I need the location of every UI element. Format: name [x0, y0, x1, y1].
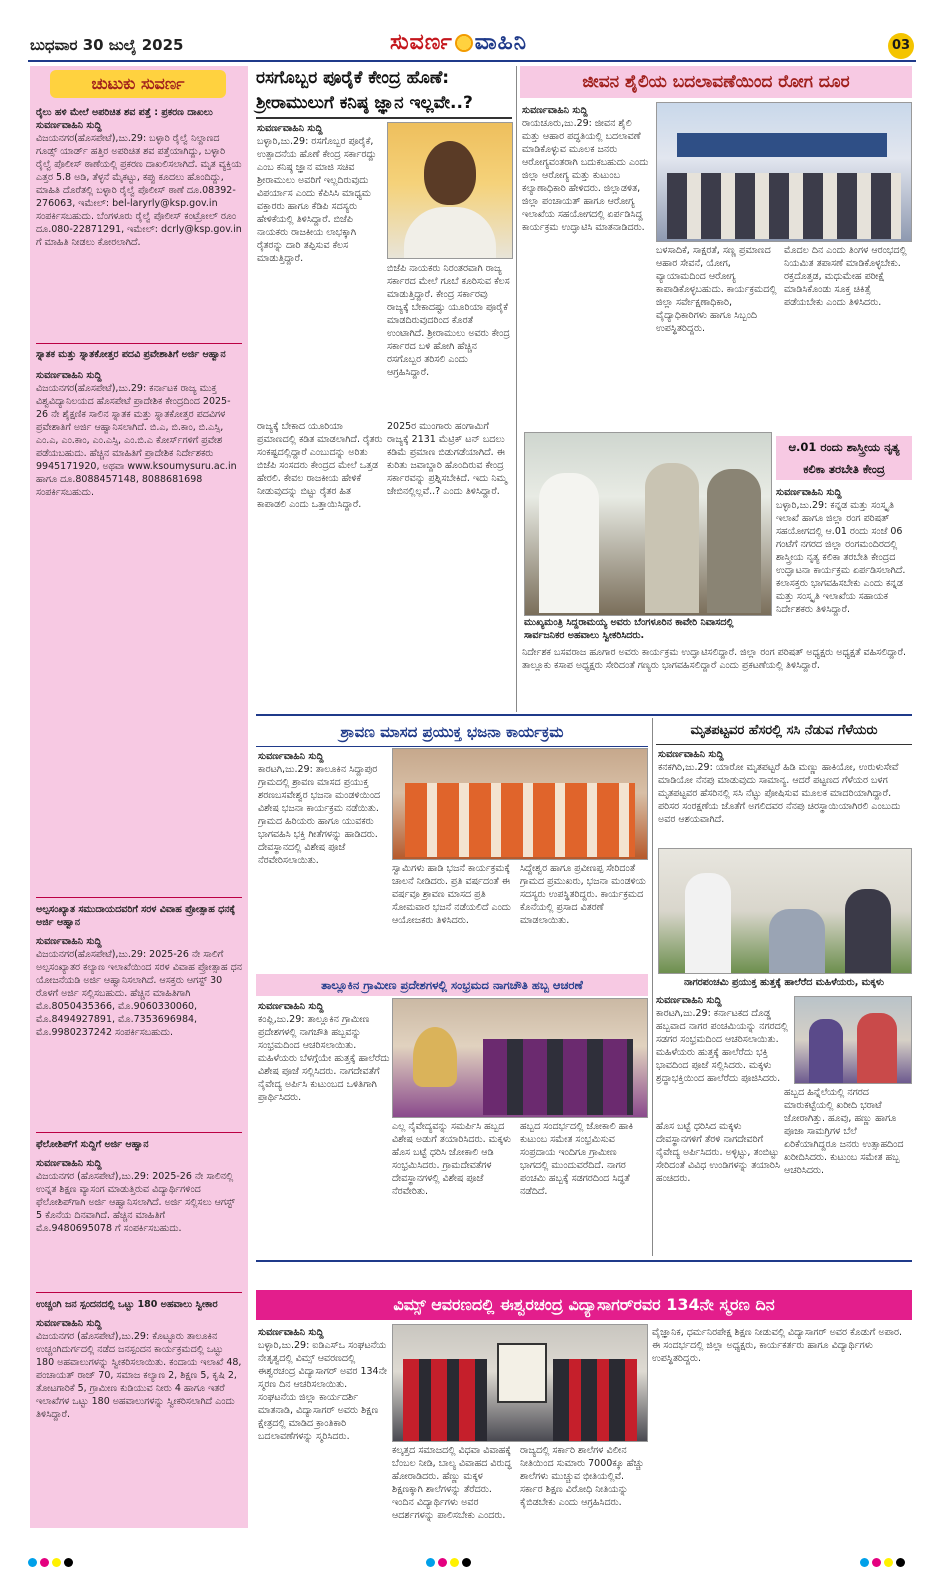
brief-headline: ರೈಲು ಹಳಿ ಮೇಲೆ ಅಪರಿಚಿತ ಶವ ಪತ್ತೆ : ಪ್ರಕರಣ ದಾಖಲು	[36, 107, 213, 118]
photo-students	[403, 1359, 487, 1441]
lead-body-3: ರಾಜ್ಯಕ್ಕೆ ಬೇಕಾದ ಯೂರಿಯಾ ಪ್ರಮಾಣದಲ್ಲಿ ಕಡಿತ ಮಾಡಲಾಗಿದೆ. ರೈತರು ಸಂಕಷ್ಟದಲ್ಲಿದ್ದಾರೆ ಎಂಬುದನ್ನು ಅರಿತು ಬಿಜೆಪಿ ಸಂಸದರು ಕೇಂದ್ರದ ಮೇಲೆ ಒತ್ತಡ ಹೇರಲಿ. ಕೇವಲ ರಾಜಕೀಯ ಹೇಳಿಕೆ ನೀಡುವುದನ್ನು ಬಿಟ್ಟು ರೈತರ ಹಿತ ಕಾಪಾಡಲಿ ಎಂದು ಒತ್ತಾಯಿಸಿದ್ದಾರೆ.	[257, 421, 383, 510]
dance-headline-line-1: ಆ.01 ರಂದು ಶಾಸ್ತ್ರೀಯ ನೃತ್ಯ	[788, 440, 900, 454]
shravana-headline: ಶ್ರಾವಣ ಮಾಸದ ಪ್ರಯುಕ್ತ ಭಜನಾ ಕಾರ್ಯಕ್ರಮ	[256, 718, 648, 747]
vims-headline: ವಿಮ್ಸ್ ಆವರಣದಲ್ಲಿ ಈಶ್ವರಚಂದ್ರ ವಿದ್ಯಾಸಾಗರ್‌ರವರ 134ನೇ ಸ್ಮರಣ ದಿನ	[256, 1290, 912, 1320]
column-separator	[652, 718, 653, 1256]
brief-item-4	[36, 1138, 242, 1288]
photo-person	[707, 469, 761, 613]
color-dot	[64, 1558, 73, 1567]
brief-body: ವಿಜಯನಗರ(ಹೊಸಪೇಟೆ),ಜು.29: 2025-26 ನೇ ಸಾಲಿಗೆ ಅಲ್ಪಸಂಖ್ಯಾತರ ಕಲ್ಯಾಣ ಇಲಾಖೆಯಿಂದ ಸರಳ ವಿವಾಹ ಪ್ರೋತ್ಸಾಹ ಧನ ಯೋಜನೆಯಡಿ ಅರ್ಜಿ ಆಹ್ವಾನಿಸಲಾಗಿದೆ. ಆಸಕ್ತರು ಆಗಸ್ಟ್ 30 ರೊಳಗೆ ಅರ್ಜಿ ಸಲ್ಲಿಸಬಹುದು. ಹೆಚ್ಚಿನ ಮಾಹಿತಿಗಾಗಿ ಮೊ.8050435366, ಮೊ.9060330060, ಮೊ.8494927891, ಮೊ.7353696984, ಮೊ.9980237242 ಸಂಪರ್ಕಿಸಬಹುದು.	[36, 949, 242, 1038]
section-divider	[256, 714, 912, 716]
brief-body: ವಿಜಯನಗರ (ಹೊಸಪೇಟೆ),ಜು.29: 2025-26 ನೇ ಸಾಲಿನಲ್ಲಿ ಉನ್ನತ ಶಿಕ್ಷಣ ವ್ಯಾಸಂಗ ಮಾಡುತ್ತಿರುವ ವಿದ್ಯಾರ್ಥಿಗಳಿಂದ ಫೆಲೋಶಿಪ್‍ಗಾಗಿ ಅರ್ಜಿ ಆಹ್ವಾನಿಸಲಾಗಿದೆ. ಅರ್ಜಿ ಸಲ್ಲಿಸಲು ಆಗಸ್ಟ್ 5 ಕೊನೆಯ ದಿನವಾಗಿದೆ. ಹೆಚ್ಚಿನ ಮಾಹಿತಿಗೆ ಮೊ.9480695078 ಗೆ ಸಂಪರ್ಕಿಸಬಹುದು.	[36, 1171, 235, 1234]
shravana-body-1: ಕಾರಟಗಿ,ಜು.29: ತಾಲೂಕಿನ ಸಿದ್ದಾಪುರ ಗ್ರಾಮದಲ್ಲಿ ಶ್ರಾವಣ ಮಾಸದ ಪ್ರಯುಕ್ತ ಶರಣಬಸವೇಶ್ವರ ಭಜನಾ ಮಂಡಳಿಯಿಂದ ವಿಶೇಷ ಭಜನಾ ಕಾರ್ಯಕ್ರಮ ನಡೆಯಿತು. ಗ್ರಾಮದ ಹಿರಿಯರು ಹಾಗೂ ಯುವಕರು ಭಾಗವಹಿಸಿ ಭಕ್ತಿ ಗೀತೆಗಳನ್ನು ಹಾಡಿದರು. ದೇವಸ್ಥಾನದಲ್ಲಿ ವಿಶೇಷ ಪೂಜೆ ನೆರವೇರಿಸಲಾಯಿತು.	[258, 764, 381, 866]
health-body-3: ಮೊದಲ ದಿನ ಎಂದು ತಿಂಗಳ ಆರಂಭದಲ್ಲಿ ನಿಯಮಿತ ತಪಾಸಣೆ ಮಾಡಿಕೊಳ್ಳಬೇಕು. ರಕ್ತದೊತ್ತಡ, ಮಧುಮೇಹ ಪರೀಕ್ಷೆ ಮಾಡಿಸಿಕೊಂಡು ಸೂಕ್ತ ಚಿಕಿತ್ಸೆ ಪಡೆಯಬೇಕು ಎಂದು ತಿಳಿಸಿದರು.	[784, 245, 907, 308]
brand-part-b: ವಾಹಿನಿ	[474, 30, 528, 55]
color-dot	[28, 1558, 37, 1567]
lead-headline	[256, 66, 512, 116]
divider	[36, 1292, 242, 1293]
health-headline: ಜೀವನ ಶೈಲಿಯ ಬದಲಾವಣೆಯಿಂದ ರೋಗ ದೂರ	[520, 66, 912, 98]
portrait-head	[424, 141, 476, 205]
brief-item-1	[36, 106, 242, 341]
vims-byline: ಸುವರ್ಣವಾಹಿನಿ ಸುದ್ದಿ	[258, 1327, 324, 1338]
tree-text	[658, 748, 910, 844]
sun-icon	[455, 34, 473, 52]
students-photo	[392, 1324, 648, 1442]
shravana-text-col-1	[258, 750, 390, 970]
vims-body-4: ವೈಜ್ಞಾನಿಕ, ಧರ್ಮನಿರಪೇಕ್ಷ ಶಿಕ್ಷಣ ನೀಡುವಲ್ಲಿ ವಿದ್ಯಾಸಾಗರ್ ಅವರ ಕೊಡುಗೆ ಅಪಾರ. ಈ ಸಂದರ್ಭದಲ್ಲಿ ಜಿಲ್ಲಾ ಅಧ್ಯಕ್ಷರು, ಕಾರ್ಯಕರ್ತರು ಹಾಗೂ ವಿದ್ಯಾರ್ಥಿಗಳು ಉಪಸ್ಥಿತರಿದ್ದರು.	[652, 1327, 903, 1364]
brief-item-3	[36, 903, 242, 1128]
portrait-shirt	[404, 207, 496, 258]
photo-women	[483, 1039, 633, 1115]
newspaper-logo	[390, 30, 527, 55]
tree-byline: ಸುವರ್ಣವಾಹಿನಿ ಸುದ್ದಿ	[658, 749, 724, 760]
registration-marks-left	[28, 1552, 76, 1571]
divider	[36, 343, 242, 344]
brief-byline: ಸುವರ್ಣವಾಹಿನಿ ಸುದ್ದಿ	[36, 1158, 102, 1169]
panchami-text-col-1	[656, 994, 790, 1116]
color-dot	[52, 1558, 61, 1567]
photo-child	[857, 1013, 897, 1083]
brief-headline: ಸ್ನಾತಕ ಮತ್ತು ಸ್ನಾತಕೋತ್ತರ ಪದವಿ ಪ್ರವೇಶಾತಿಗೆ ಅರ್ಜಿ ಆಹ್ವಾನ	[36, 349, 226, 360]
brief-headline: ಅಲ್ಪಸಂಖ್ಯಾತ ಸಮುದಾಯದವರಿಗೆ ಸರಳ ವಿವಾಹ ಪ್ರೋತ್ಸಾಹ ಧನಕ್ಕೆ ಅರ್ಜಿ ಆಹ್ವಾನ	[36, 904, 236, 928]
lead-byline: ಸುವರ್ಣವಾಹಿನಿ ಸುದ್ದಿ	[257, 123, 323, 134]
dance-text	[776, 486, 912, 644]
brief-body: ವಿಜಯನಗರ(ಹೊಸಪೇಟೆ),ಜು.29: ಕರ್ನಾಟಕ ರಾಜ್ಯ ಮುಕ್ತ ವಿಶ್ವವಿದ್ಯಾನಿಲಯದ ಹೊಸಪೇಟೆ ಪ್ರಾದೇಶಿಕ ಕೇಂದ್ರದಿಂದ 2025-26 ನೇ ಶೈಕ್ಷಣಿಕ ಸಾಲಿನ ಸ್ನಾತಕ ಮತ್ತು ಸ್ನಾತಕೋತ್ತರ ಪದವಿಗಳ ಪ್ರವೇಶಾತಿಗೆ ಅರ್ಜಿ ಆಹ್ವಾನಿಸಲಾಗಿದೆ. ಬಿ.ಎ, ಬಿ.ಕಾಂ, ಬಿ.ಎಸ್ಸಿ, ಎಂ.ಎ, ಎಂ.ಕಾಂ, ಎಂ.ಎಸ್ಸಿ, ಎಂ.ಬಿ.ಎ ಕೋರ್ಸ್‍ಗಳಿಗೆ ಪ್ರವೇಶ ಪಡೆಯಬಹುದು. ಹೆಚ್ಚಿನ ಮಾಹಿತಿಗೆ ಪ್ರಾದೇಶಿಕ ನಿರ್ದೇಶಕರು 9945171920, ಅಥವಾ www.ksoumysuru.ac.in ಹಾಗೂ ದೂ.8088457148, 8088681698 ಸಂಪರ್ಕಿಸಬಹುದು.	[36, 383, 237, 498]
brief-item-5	[36, 1298, 242, 1526]
color-dot	[426, 1558, 435, 1567]
photo-child	[809, 1019, 843, 1083]
vims-text-col-1	[258, 1326, 388, 1526]
color-dot	[450, 1558, 459, 1567]
photo-person	[769, 909, 825, 973]
health-body-1: ರಾಯಚೂರು,ಜು.29: ಜೀವನ ಶೈಲಿ ಮತ್ತು ಆಹಾರ ಪದ್ಧತಿಯಲ್ಲಿ ಬದಲಾವಣೆ ಮಾಡಿಕೊಳ್ಳುವ ಮೂಲಕ ಜನರು ಆರೋಗ್ಯವಂತರಾಗಿ ಬದುಕಬಹುದು ಎಂದು ಜಿಲ್ಲಾ ಆರೋಗ್ಯ ಮತ್ತು ಕುಟುಂಬ ಕಲ್ಯಾಣಾಧಿಕಾರಿ ಹೇಳಿದರು. ಜಿಲ್ಲಾಡಳಿತ, ಜಿಲ್ಲಾ ಪಂಚಾಯತ್ ಹಾಗೂ ಆರೋಗ್ಯ ಇಲಾಖೆಯ ಸಹಯೋಗದಲ್ಲಿ ಏರ್ಪಡಿಸಿದ್ದ ಕಾರ್ಯಕ್ರಮ ಉದ್ಘಾಟಿಸಿ ಮಾತನಾಡಿದರು.	[522, 118, 649, 233]
registration-marks-right	[860, 1552, 908, 1571]
panchami-body-2: ಹೊಸ ಬಟ್ಟೆ ಧರಿಸಿದ ಮಕ್ಕಳು ದೇವಸ್ಥಾನಗಳಿಗೆ ತೆರಳಿ ನಾಗದೇವರಿಗೆ ನೈವೇದ್ಯ ಅರ್ಪಿಸಿದರು. ಅಳ್ಳಿಟ್ಟು, ತಂಬಿಟ್ಟು ಸೇರಿದಂತೆ ವಿವಿಧ ಉಂಡಿಗಳನ್ನು ತಯಾರಿಸಿ ಹಂಚಿದರು.	[656, 1121, 780, 1184]
cm-photo-caption: ಮುಖ್ಯಮಂತ್ರಿ ಸಿದ್ದರಾಮಯ್ಯ ಅವರು ಬೆಂಗಳೂರಿನ ಕಾವೇರಿ ನಿವಾಸದಲ್ಲಿ ಸಾರ್ವಜನಿಕರ ಅಹವಾಲು ಸ್ವೀಕರಿಸಿದರು.	[524, 617, 734, 641]
masthead-divider	[28, 60, 916, 62]
page-number: 03	[888, 33, 914, 59]
lead-body-1: ಬಳ್ಳಾರಿ,ಜು.29: ರಸಗೊಬ್ಬರ ಪೂರೈಕೆ, ಉತ್ಪಾದನೆಯ ಹೊಣೆ ಕೇಂದ್ರ ಸರ್ಕಾರದ್ದು ಎಂಬ ಕನಿಷ್ಠ ಜ್ಞಾನ ಮಾಜಿ ಸಚಿವ ಶ್ರೀರಾಮುಲು ಅವರಿಗೆ ಇಲ್ಲದಿರುವುದು ವಿಪರ್ಯಾಸ ಎಂದು ಕೆಪಿಸಿಸಿ ಮಾಧ್ಯಮ ವಕ್ತಾರರು ಹಾಗೂ ಕೆಡಿಪಿ ಸದಸ್ಯರು ಹೇಳಿಕೆಯಲ್ಲಿ ತಿಳಿಸಿದ್ದಾರೆ. ಬಿಜೆಪಿ ನಾಯಕರು ರಾಜಕೀಯ ಲಾಭಕ್ಕಾಗಿ ರೈತರನ್ನು ದಾರಿ ತಪ್ಪಿಸುವ ಕೆಲಸ ಮಾಡುತ್ತಿದ್ದಾರೆ.	[257, 136, 377, 264]
shravana-body-2: ಸ್ವಾಮಿಗಳು ಹಾಡಿ ಭಜನೆ ಕಾರ್ಯಕ್ರಮಕ್ಕೆ ಚಾಲನೆ ನೀಡಿದರು. ಪ್ರತಿ ವರ್ಷದಂತೆ ಈ ವರ್ಷವೂ ಶ್ರಾವಣ ಮಾಸದ ಪ್ರತಿ ಸೋಮವಾರ ಭಜನೆ ನಡೆಯಲಿದೆ ಎಂದು ಆಯೋಜಕರು ತಿಳಿಸಿದರು.	[392, 863, 511, 926]
health-text-col-1	[522, 104, 652, 426]
lead-text-col-1	[257, 122, 383, 418]
nagara-body-2: ಎಲ್ಲ ನೈವೇದ್ಯವನ್ನು ಸಮರ್ಪಿಸಿ ಹಬ್ಬದ ವಿಶೇಷ ಅಡುಗೆ ತಯಾರಿಸಿದರು. ಮಕ್ಕಳು ಹೊಸ ಬಟ್ಟೆ ಧರಿಸಿ ಜೋಕಾಲಿ ಆಡಿ ಸಂಭ್ರಮಿಸಿದರು. ಗ್ರಾಮದೇವತೆಗಳ ದೇವಸ್ಥಾನಗಳಲ್ಲಿ ವಿಶೇಷ ಪೂಜೆ ನೆರವೇರಿತು.	[392, 1121, 512, 1197]
color-dot	[40, 1558, 49, 1567]
color-dot	[462, 1558, 471, 1567]
health-byline: ಸುವರ್ಣವಾಹಿನಿ ಸುದ್ದಿ	[522, 105, 588, 116]
panchami-byline: ಸುವರ್ಣವಾಹಿನಿ ಸುದ್ದಿ	[656, 995, 722, 1006]
dance-headline-line-2: ಕಲಿಕಾ ತರಬೇತಿ ಕೇಂದ್ರ	[803, 462, 885, 476]
panchami-body-1: ಕಾರಟಗಿ,ಜು.29: ಕರ್ನಾಟಕದ ದೊಡ್ಡ ಹಬ್ಬವಾದ ನಾಗರ ಪಂಚಮಿಯನ್ನು ನಗರದಲ್ಲಿ ಸಡಗರ ಸಂಭ್ರಮದಿಂದ ಆಚರಿಸಲಾಯಿತು. ಮಹಿಳೆಯರು ಹುತ್ತಕ್ಕೆ ಹಾಲೆರೆದು ಭಕ್ತಿ ಭಾವದಿಂದ ಪೂಜೆ ಸಲ್ಲಿಸಿದರು. ಮಕ್ಕಳು ಶ್ರದ್ಧಾಭಕ್ತಿಯಿಂದ ಹಾಲೆರೆದು ಪೂಜಿಸಿದರು.	[656, 1008, 788, 1084]
tree-planting-photo	[658, 848, 912, 974]
vims-body-3: ರಾಜ್ಯದಲ್ಲಿ ಸರ್ಕಾರಿ ಶಾಲೆಗಳ ವಿಲೀನ ನೀತಿಯಿಂದ ಸುಮಾರು 7000ಕ್ಕೂ ಹೆಚ್ಚು ಶಾಲೆಗಳು ಮುಚ್ಚುವ ಭೀತಿಯಲ್ಲಿವೆ. ಸರ್ಕಾರ ಶಿಕ್ಷಣ ವಿರೋಧಿ ನೀತಿಯನ್ನು ಕೈಬಿಡಬೇಕು ಎಂದು ಆಗ್ರಹಿಸಿದರು.	[520, 1445, 644, 1508]
lead-body-2: ಬಿಜೆಪಿ ನಾಯಕರು ನಿರಂತರವಾಗಿ ರಾಜ್ಯ ಸರ್ಕಾರದ ಮೇಲೆ ಗೂಬೆ ಕೂರಿಸುವ ಕೆಲಸ ಮಾಡುತ್ತಿದ್ದಾರೆ. ಕೇಂದ್ರ ಸರ್ಕಾರವು ರಾಜ್ಯಕ್ಕೆ ಬೇಕಾದಷ್ಟು ಯೂರಿಯಾ ಪೂರೈಕೆ ಮಾಡದಿರುವುದರಿಂದ ಕೊರತೆ ಉಂಟಾಗಿದೆ. ಶ್ರೀರಾಮುಲು ಅವರು ಕೇಂದ್ರ ಸರ್ಕಾರದ ಬಳಿ ಹೋಗಿ ಹೆಚ್ಚಿನ ರಸಗೊಬ್ಬರ ತರಿಸಲಿ ಎಂದು ಆಗ್ರಹಿಸಿದ್ದಾರೆ.	[387, 263, 510, 378]
panchami-caption: ನಾಗರಪಂಚಮಿ ಪ್ರಯುಕ್ತ ಹುತ್ತಕ್ಕೆ ಹಾಲೆರೆದ ಮಹಿಳೆಯರು, ಮಕ್ಕಳು	[683, 977, 885, 988]
photo-person	[845, 889, 891, 973]
shravana-body-3: ಸಿದ್ದೇಶ್ವರ ಹಾಗೂ ಪ್ರವೀಣಪ್ಪ ಸೇರಿದಂತೆ ಗ್ರಾಮದ ಪ್ರಮುಖರು, ಭಜನಾ ಮಂಡಳಿಯ ಸದಸ್ಯರು ಉಪಸ್ಥಿತರಿದ್ದರು. ಕಾರ್ಯಕ್ರಮದ ಕೊನೆಯಲ್ಲಿ ಪ್ರಸಾದ ವಿತರಣೆ ಮಾಡಲಾಯಿತು.	[520, 863, 646, 926]
brief-byline: ಸುವರ್ಣವಾಹಿನಿ ಸುದ್ದಿ	[36, 370, 102, 381]
lead-body-4: 2025ರ ಮುಂಗಾರು ಹಂಗಾಮಿಗೆ ರಾಜ್ಯಕ್ಕೆ 2131 ಮೆಟ್ರಿಕ್ ಟನ್ ಬದಲು ಕಡಿಮೆ ಪ್ರಮಾಣ ಬಿಡುಗಡೆಯಾಗಿದೆ. ಈ ಕುರಿತು ಜವಾಬ್ದಾರಿ ಹೊಂದಿರುವ ಕೇಂದ್ರ ಸರ್ಕಾರವನ್ನು ಪ್ರಶ್ನಿಸಬೇಕಿದೆ. ಇದು ನಿಮ್ಮ ಜೇಬಿನಲ್ಲಿಲ್ಲವೆ..? ಎಂದು ತಿಳಿಸಿದ್ದಾರೆ.	[387, 421, 507, 497]
health-event-photo	[656, 102, 912, 242]
nagara-byline: ಸುವರ್ಣವಾಹಿನಿ ಸುದ್ದಿ	[258, 1001, 324, 1012]
brief-headline: ಉಚ್ಚಂಗಿ ಜನ ಸ್ಪಂದನದಲ್ಲಿ ಒಟ್ಟು 180 ಅಹವಾಲು ಸ್ವೀಕಾರ	[36, 1299, 218, 1310]
brief-headline: ಫೆಲೋಶಿಪ್‍ಗೆ ಸುದ್ದಿಗೆ ಅರ್ಜಿ ಆಹ್ವಾನ	[36, 1139, 149, 1150]
tree-headline: ಮೃತಪಟ್ಟವರ ಹೆಸರಲ್ಲಿ ಸಸಿ ನೆಡುವ ಗೆಳೆಯರು	[656, 718, 912, 745]
bhajan-photo	[392, 748, 648, 860]
photo-anthill	[413, 1027, 457, 1087]
nagara-headline: ತಾಲ್ಲೂಕಿನ ಗ್ರಾಮೀಣ ಪ್ರದೇಶಗಳಲ್ಲಿ ಸಂಭ್ರಮದ ನಾಗಚೌತಿ ಹಬ್ಬ ಆಚರಣೆ	[256, 974, 648, 996]
lead-headline-line-1: ರಸಗೊಬ್ಬರ ಪೂರೈಕೆ ಕೇಂದ್ರ ಹೊಣೆ:	[256, 68, 450, 88]
color-dot	[438, 1558, 447, 1567]
dance-continued-text: ನಿರ್ದೇಶಕ ಬಸವರಾಜ ಹೂಗಾರ ಅವರು ಕಾರ್ಯಕ್ರಮ ಉದ್ಘಾಟಿಸಲಿದ್ದಾರೆ. ಜಿಲ್ಲಾ ರಂಗ ಪರಿಷತ್ ಅಧ್ಯಕ್ಷರು ಅಧ್ಯಕ್ಷತೆ ವಹಿಸಲಿದ್ದಾರೆ. ತಾಲ್ಲೂಕು ಕಸಾಪ ಅಧ್ಯಕ್ಷರು ಸೇರಿದಂತೆ ಗಣ್ಯರು ಭಾಗವಹಿಸಲಿದ್ದಾರೆ ಎಂದು ಪ್ರಕಟಣೆಯಲ್ಲಿ ತಿಳಿಸಿದ್ದಾರೆ.	[522, 647, 907, 671]
dance-byline: ಸುವರ್ಣವಾಹಿನಿ ಸುದ್ದಿ	[776, 487, 842, 498]
photo-banner	[677, 133, 887, 157]
shravana-byline: ಸುವರ್ಣವಾಹಿನಿ ಸುದ್ದಿ	[258, 751, 324, 762]
health-body-2: ಬಳಸಾದಿಕೆ, ಸಾಕ್ಷರತೆ, ಸಣ್ಣ ಪ್ರಮಾಣದ ಆಹಾರ ಸೇವನೆ, ಯೋಗ, ವ್ಯಾಯಾಮದಿಂದ ಆರೋಗ್ಯ ಕಾಪಾಡಿಕೊಳ್ಳಬಹುದು. ಕಾರ್ಯಕ್ರಮದಲ್ಲಿ ಜಿಲ್ಲಾ ಸರ್ವೇಕ್ಷಣಾಧಿಕಾರಿ, ವೈದ್ಯಾಧಿಕಾರಿಗಳು ಹಾಗೂ ಸಿಬ್ಬಂದಿ ಉಪಸ್ಥಿತರಿದ್ದರು.	[656, 245, 777, 334]
panchami-body-3: ಹಬ್ಬದ ಹಿನ್ನೆಲೆಯಲ್ಲಿ ನಗರದ ಮಾರುಕಟ್ಟೆಯಲ್ಲಿ ಖರೀದಿ ಭರಾಟೆ ಜೋರಾಗಿತ್ತು. ಹೂವು, ಹಣ್ಣು ಹಾಗೂ ಪೂಜಾ ಸಾಮಗ್ರಿಗಳ ಬೆಲೆ ಏರಿಕೆಯಾಗಿದ್ದರೂ ಜನರು ಉತ್ಸಾಹದಿಂದ ಖರೀದಿಸಿದರು. ಕುಟುಂಬ ಸಮೇತ ಹಬ್ಬ ಆಚರಿಸಿದರು.	[784, 1087, 904, 1176]
brief-body: ವಿಜಯನಗರ(ಹೊಸಪೇಟೆ),ಜು.29: ಬಳ್ಳಾರಿ ರೈಲ್ವೆ ನಿಲ್ದಾಣದ ಗೂಡ್ಸ್ ಯಾರ್ಡ್ ಹತ್ತಿರ ಅಪರಿಚಿತ ಶವ ಪತ್ತೆಯಾಗಿದ್ದು, ಬಳ್ಳಾರಿ ರೈಲ್ವೆ ಪೊಲೀಸ್ ಠಾಣೆಯಲ್ಲಿ ಪ್ರಕರಣ ದಾಖಲಿಸಲಾಗಿದೆ. ಮೃತ ವ್ಯಕ್ತಿಯ ಎತ್ತರ 5.8 ಅಡಿ, ತೆಳ್ಳನೆ ಮೈಕಟ್ಟು, ಕಪ್ಪು ಕೂದಲು ಹೊಂದಿದ್ದು, ಮಾಹಿತಿ ದೊರೆತಲ್ಲಿ ಬಳ್ಳಾರಿ ರೈಲ್ವೆ ಪೊಲೀಸ್ ಠಾಣೆ ದೂ.08392-276063, ಇಮೇಲ್: bel-laryrly@ksp.gov.in ಸಂಪರ್ಕಿಸಬಹುದು. ಬೆಂಗಳೂರು ರೈಲ್ವೆ ಪೊಲೀಸ್ ಕಂಟ್ರೋಲ್ ರೂಂ ದೂ.080-22871291, ಇಮೇಲ್: dcrly@ksp.gov.in ಗೆ ಮಾಹಿತಿ ನೀಡಲು ಕೋರಲಾಗಿದೆ.	[36, 133, 242, 248]
vims-body-1: ಬಳ್ಳಾರಿ,ಜು.29: ಐಡಿಎಸ್‍ಒ ಸಂಘಟನೆಯ ನೇತೃತ್ವದಲ್ಲಿ ವಿಮ್ಸ್ ಆವರಣದಲ್ಲಿ ಈಶ್ವರಚಂದ್ರ ವಿದ್ಯಾಸಾಗರ್ ಅವರ 134ನೇ ಸ್ಮರಣ ದಿನ ಆಚರಿಸಲಾಯಿತು. ಸಂಘಟನೆಯ ಜಿಲ್ಲಾ ಕಾರ್ಯದರ್ಶಿ ಮಾತನಾಡಿ, ವಿದ್ಯಾಸಾಗರ್ ಅವರು ಶಿಕ್ಷಣ ಕ್ಷೇತ್ರದಲ್ಲಿ ಮಾಡಿದ ಕ್ರಾಂತಿಕಾರಿ ಬದಲಾವಣೆಗಳನ್ನು ಸ್ಮರಿಸಿದರು.	[258, 1340, 387, 1442]
nagara-text-col-1	[258, 1000, 390, 1256]
nagara-body-3: ಹಬ್ಬದ ಸಂದರ್ಭದಲ್ಲಿ ಜೋಕಾಲಿ ಹಾಕಿ ಕುಟುಂಬ ಸಮೇತ ಸಂಭ್ರಮಿಸುವ ಸಂಪ್ರದಾಯ ಇಂದಿಗೂ ಗ್ರಾಮೀಣ ಭಾಗದಲ್ಲಿ ಮುಂದುವರೆದಿದೆ. ನಾಗರ ಪಂಚಮಿ ಹಬ್ಬಕ್ಕೆ ಸಡಗರದಿಂದ ಸಿದ್ಧತೆ ನಡೆದಿದೆ.	[520, 1121, 634, 1197]
color-dot	[896, 1558, 905, 1567]
column-title: ಚುಟುಕು ಸುವರ್ಣ	[50, 70, 226, 98]
tree-body: ಕನಕಗಿರಿ,ಜು.29: ಯಾರೋ ಮೃತಪಟ್ಟರೆ ಹಿಡಿ ಮಣ್ಣು ಹಾಕಿಯೋ, ಉರುಳುಸೇವೆ ಮಾಡಿಯೋ ನೆನಪು ಮಾಡುವುದು ಸಾಮಾನ್ಯ. ಆದರೆ ಪಟ್ಟಣದ ಗೆಳೆಯರ ಬಳಗ ಮೃತಪಟ್ಟವರ ಹೆಸರಿನಲ್ಲಿ ಸಸಿ ನೆಟ್ಟು ಪೋಷಿಸುವ ಮೂಲಕ ಮಾದರಿಯಾಗಿದ್ದಾರೆ. ಪರಿಸರ ಸಂರಕ್ಷಣೆಯ ಜೊತೆಗೆ ಅಗಲಿದವರ ನೆನಪು ಚಿರಸ್ಥಾಯಿಯಾಗಿರಲಿ ಎಂಬುದು ಅವರ ಆಶಯವಾಗಿದೆ.	[658, 762, 901, 825]
dance-body: ಬಳ್ಳಾರಿ,ಜು.29: ಕನ್ನಡ ಮತ್ತು ಸಂಸ್ಕೃತಿ ಇಲಾಖೆ ಹಾಗೂ ಜಿಲ್ಲಾ ರಂಗ ಪರಿಷತ್ ಸಹಯೋಗದಲ್ಲಿ ಆ.01 ರಂದು ಸಂಜೆ 06 ಗಂಟೆಗೆ ನಗರದ ಜಿಲ್ಲಾ ರಂಗಮಂದಿರದಲ್ಲಿ ಶಾಸ್ತ್ರೀಯ ನೃತ್ಯ ಕಲಿಕಾ ತರಬೇತಿ ಕೇಂದ್ರದ ಉದ್ಘಾಟನಾ ಕಾರ್ಯಕ್ರಮ ಏರ್ಪಡಿಸಲಾಗಿದೆ. ಕಲಾಸಕ್ತರು ಭಾಗವಹಿಸಬೇಕು ಎಂದು ಕನ್ನಡ ಮತ್ತು ಸಂಸ್ಕೃತಿ ಇಲಾಖೆಯ ಸಹಾಯಕ ನಿರ್ದೇಶಕರು ತಿಳಿಸಿದ್ದಾರೆ.	[776, 500, 906, 615]
nagara-body-1: ಕಂಪ್ಲಿ,ಜು.29: ತಾಲ್ಲೂಕಿನ ಗ್ರಾಮೀಣ ಪ್ರದೇಶಗಳಲ್ಲಿ ನಾಗಚೌತಿ ಹಬ್ಬವನ್ನು ಸಂಭ್ರಮದಿಂದ ಆಚರಿಸಲಾಯಿತು. ಮಹಿಳೆಯರು ಬೆಳಗ್ಗೆಯೇ ಹುತ್ತಕ್ಕೆ ಹಾಲೆರೆದು ವಿಶೇಷ ಪೂಜೆ ಸಲ್ಲಿಸಿದರು. ನಾಗದೇವತೆಗೆ ನೈವೇದ್ಯ ಅರ್ಪಿಸಿ ಕುಟುಂಬದ ಒಳಿತಿಗಾಗಿ ಪ್ರಾರ್ಥಿಸಿದರು.	[258, 1014, 390, 1103]
photo-devotees	[405, 783, 635, 857]
color-dot	[884, 1558, 893, 1567]
brand-part-a: ಸುವರ್ಣ	[390, 30, 453, 55]
brief-byline: ಸುವರ್ಣವಾಹಿನಿ ಸುದ್ದಿ	[36, 936, 102, 947]
section-divider	[256, 1260, 912, 1262]
portrait-frame	[497, 1343, 547, 1403]
photo-person	[685, 873, 731, 973]
lead-headline-line-2: ಶ್ರೀರಾಮುಲುಗೆ ಕನಿಷ್ಠ ಜ್ಞಾನ ಇಲ್ಲವೇ..?	[256, 93, 473, 113]
brief-item-2	[36, 348, 242, 893]
photo-people	[667, 173, 901, 239]
cm-public-grievance-photo	[524, 432, 772, 616]
registration-marks-center	[426, 1552, 474, 1571]
brief-byline: ಸುವರ್ಣವಾಹಿನಿ ಸುದ್ದಿ	[36, 120, 102, 131]
color-dot	[860, 1558, 869, 1567]
brief-body: ವಿಜಯನಗರ (ಹೊಸಪೇಟೆ),ಜು.29: ಕೊಟ್ಟೂರು ತಾಲೂಕಿನ ಉಚ್ಚಂಗಿದುರ್ಗದಲ್ಲಿ ನಡೆದ ಜನಸ್ಪಂದನ ಕಾರ್ಯಕ್ರಮದಲ್ಲಿ ಒಟ್ಟು 180 ಅಹವಾಲುಗಳನ್ನು ಸ್ವೀಕರಿಸಲಾಯಿತು. ಕಂದಾಯ ಇಲಾಖೆ 48, ಪಂಚಾಯತ್ ರಾಜ್ 70, ಸಮಾಜ ಕಲ್ಯಾಣ 2, ಶಿಕ್ಷಣ 5, ಕೃಷಿ 2, ತೋಟಗಾರಿಕೆ 5, ಗ್ರಾಮೀಣ ಕುಡಿಯುವ ನೀರು 4 ಹಾಗೂ ಇತರೆ ಇಲಾಖೆಗಳ ಒಟ್ಟು 180 ಅಹವಾಲುಗಳನ್ನು ಸ್ವೀಕರಿಸಲಾಗಿದೆ ಎಂದು ತಿಳಿಸಿದ್ದಾರೆ.	[36, 1331, 242, 1420]
issue-date: ಬುಧವಾರ 30 ಜುಲೈ 2025	[30, 36, 184, 54]
photo-person-white	[539, 473, 599, 613]
nagachauti-photo	[392, 998, 648, 1118]
divider	[256, 117, 512, 119]
divider	[36, 897, 242, 898]
photo-person	[645, 463, 699, 613]
politician-photo	[387, 122, 513, 259]
color-dot	[872, 1558, 881, 1567]
brief-byline: ಸುವರ್ಣವಾಹಿನಿ ಸುದ್ದಿ	[36, 1318, 102, 1329]
children-photo	[794, 996, 912, 1084]
column-separator	[516, 66, 517, 712]
dance-headline	[776, 436, 912, 480]
divider	[36, 1132, 242, 1133]
vims-body-2: ಕಲ್ಕತ್ತದ ಸಮಾಜದಲ್ಲಿ ವಿಧವಾ ವಿವಾಹಕ್ಕೆ ಬೆಂಬಲ ನೀಡಿ, ಬಾಲ್ಯ ವಿವಾಹದ ವಿರುದ್ಧ ಹೋರಾಡಿದರು. ಹೆಣ್ಣು ಮಕ್ಕಳ ಶಿಕ್ಷಣಕ್ಕಾಗಿ ಶಾಲೆಗಳನ್ನು ತೆರೆದರು. ಇಂದಿನ ವಿದ್ಯಾರ್ಥಿಗಳು ಅವರ ಆದರ್ಶಗಳನ್ನು ಪಾಲಿಸಬೇಕು ಎಂದರು.	[392, 1445, 512, 1521]
photo-students	[553, 1359, 637, 1441]
